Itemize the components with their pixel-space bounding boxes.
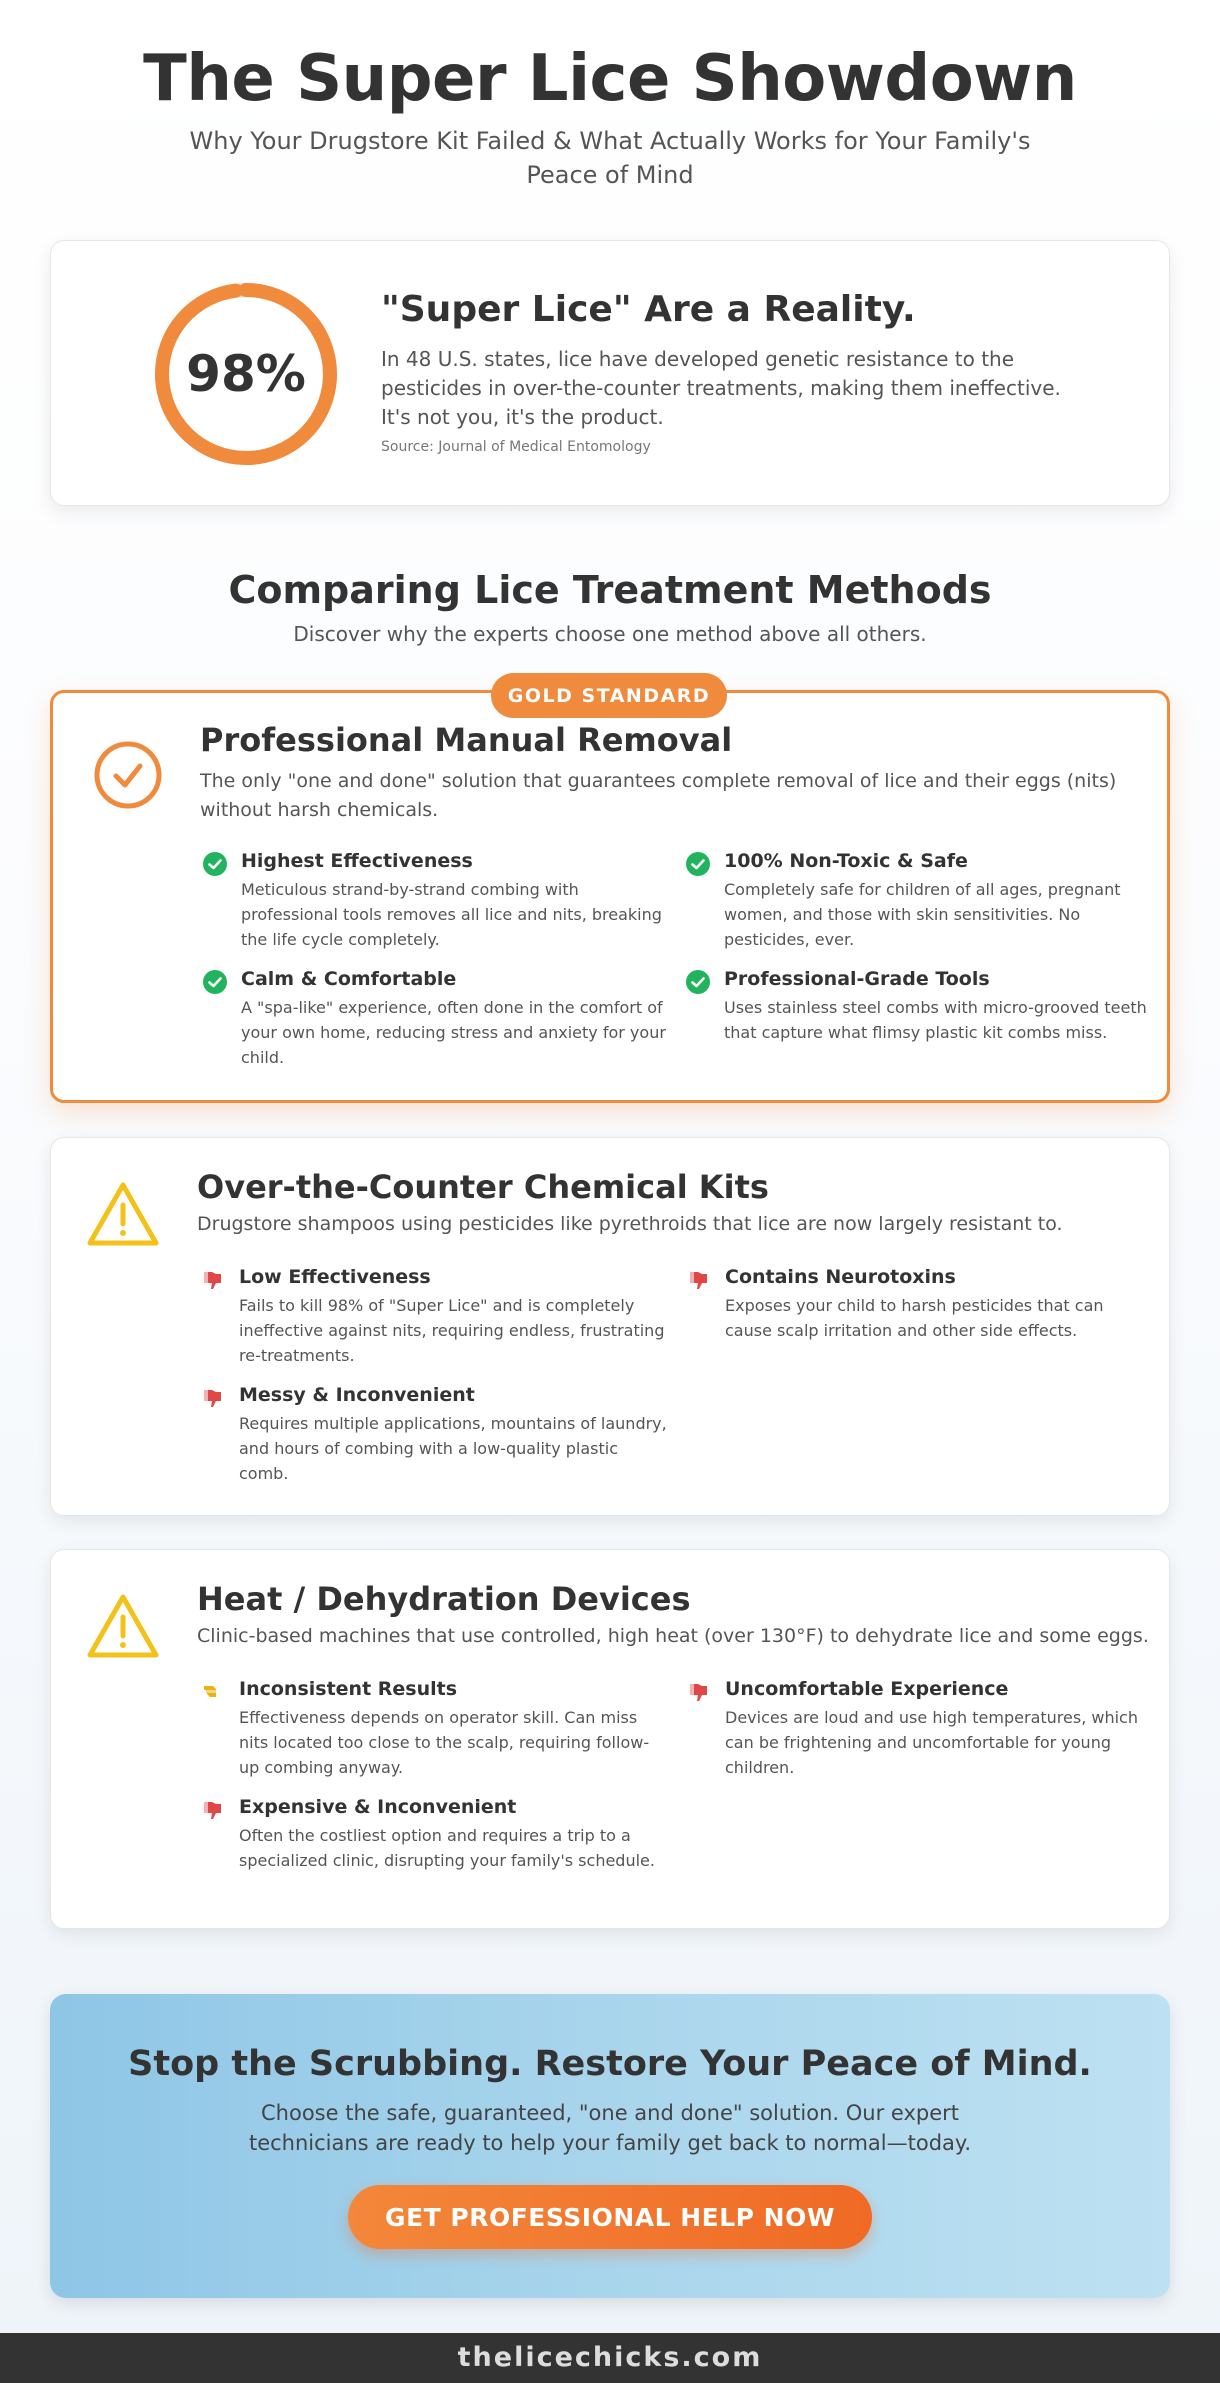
feature-text: Completely safe for children of all ages, pregnant women, and those with skin sensitivities. No pesticides, ever. [724,880,1121,949]
heat-title: Heat / Dehydration Devices [197,1580,691,1618]
feature-title: 100% Non-Toxic & Safe [724,850,968,872]
gold-description: The only "one and done" solution that guarantees complete removal of lice and their eggs (nits) without harsh chemicals. [200,770,1117,821]
thumbs-down-icon [201,1268,225,1292]
green-check-icon [203,852,227,876]
green-check-icon [686,852,710,876]
feature-text: Often the costliest option and requires a trip to a specialized clinic, disrupting your family's schedule. [239,1826,655,1870]
footer-site-link[interactable]: thelicechicks.com [457,2342,763,2373]
stat-body: In 48 U.S. states, lice have developed genetic resistance to the pesticides in over-the-counter treatments, making them ineffective. It's not you, it's the product. [381,347,1061,429]
green-check-icon [686,970,710,994]
thumbs-down-icon [687,1268,711,1292]
feature-title: Contains Neurotoxins [725,1266,956,1288]
feature-text: Devices are loud and use high temperatures, which can be frightening and uncomfortable for young children. [725,1708,1138,1777]
feature-title: Expensive & Inconvenient [239,1796,517,1818]
stat-heading: "Super Lice" Are a Reality. [381,289,916,330]
feature-title: Highest Effectiveness [241,850,473,872]
footer [0,2333,1220,2383]
feature-title: Inconsistent Results [239,1678,458,1700]
cta-body: Choose the safe, guaranteed, "one and done" solution. Our expert technicians are ready to help your family get back to normal—today. [248,2101,972,2155]
stat-card [50,240,1170,506]
page-title: The Super Lice Showdown [143,42,1077,116]
gold-standard-card [50,690,1170,1103]
warning-triangle-icon [86,1180,160,1248]
feature-title: Professional-Grade Tools [724,968,990,990]
feature-text: Requires multiple applications, mountains of laundry, and hours of combing with a low-quality plastic comb. [239,1414,667,1483]
otc-card [50,1137,1170,1516]
feature-title: Low Effectiveness [239,1266,431,1288]
section-title: Comparing Lice Treatment Methods [228,568,992,612]
feature-text: Exposes your child to harsh pesticides that can cause scalp irritation and other side effects. [725,1296,1104,1340]
otc-description: Drugstore shampoos using pesticides like pyrethroids that lice are now largely resistant to. [197,1213,1063,1235]
heat-card [50,1549,1170,1929]
hand-point-icon [201,1680,225,1704]
check-circle-icon [93,740,163,810]
stat-source: Source: Journal of Medical Entomology [381,439,651,455]
stat-percent: 98% [186,345,306,403]
feature-text: Fails to kill 98% of "Super Lice" and is completely ineffective against nits, requiring endless, frustrating re-treatments. [239,1296,665,1365]
get-help-button[interactable]: GET PROFESSIONAL HELP NOW [348,2185,872,2249]
otc-title: Over-the-Counter Chemical Kits [197,1168,769,1206]
thumbs-down-icon [687,1680,711,1704]
cta-banner [50,1994,1170,2298]
cta-title: Stop the Scrubbing. Restore Your Peace of Mind. [128,2044,1092,2084]
warning-triangle-icon [86,1592,160,1660]
thumbs-down-icon [201,1798,225,1822]
feature-text: Meticulous strand-by-strand combing with professional tools removes all lice and nits, breaking the life cycle completely. [241,880,662,949]
feature-text: Effectiveness depends on operator skill. Can miss nits located too close to the scalp, requiring follow-up combing anyway. [239,1708,650,1777]
thumbs-down-icon [201,1386,225,1410]
heat-description: Clinic-based machines that use controlled, high heat (over 130°F) to dehydrate lice and some eggs. [197,1625,1149,1647]
feature-title: Calm & Comfortable [241,968,457,990]
section-subtitle: Discover why the experts choose one method above all others. [293,622,927,646]
green-check-icon [203,970,227,994]
feature-text: A "spa-like" experience, often done in the comfort of your own home, reducing stress and anxiety for your child. [241,998,666,1067]
gold-title: Professional Manual Removal [200,721,733,759]
gold-standard-badge: GOLD STANDARD [491,673,727,718]
feature-text: Uses stainless steel combs with micro-grooved teeth that capture what flimsy plastic kit combs miss. [724,998,1147,1042]
feature-title: Uncomfortable Experience [725,1678,1009,1700]
page-subtitle: Why Your Drugstore Kit Failed & What Actually Works for Your Family's Peace of Mind [189,127,1031,189]
feature-title: Messy & Inconvenient [239,1384,475,1406]
